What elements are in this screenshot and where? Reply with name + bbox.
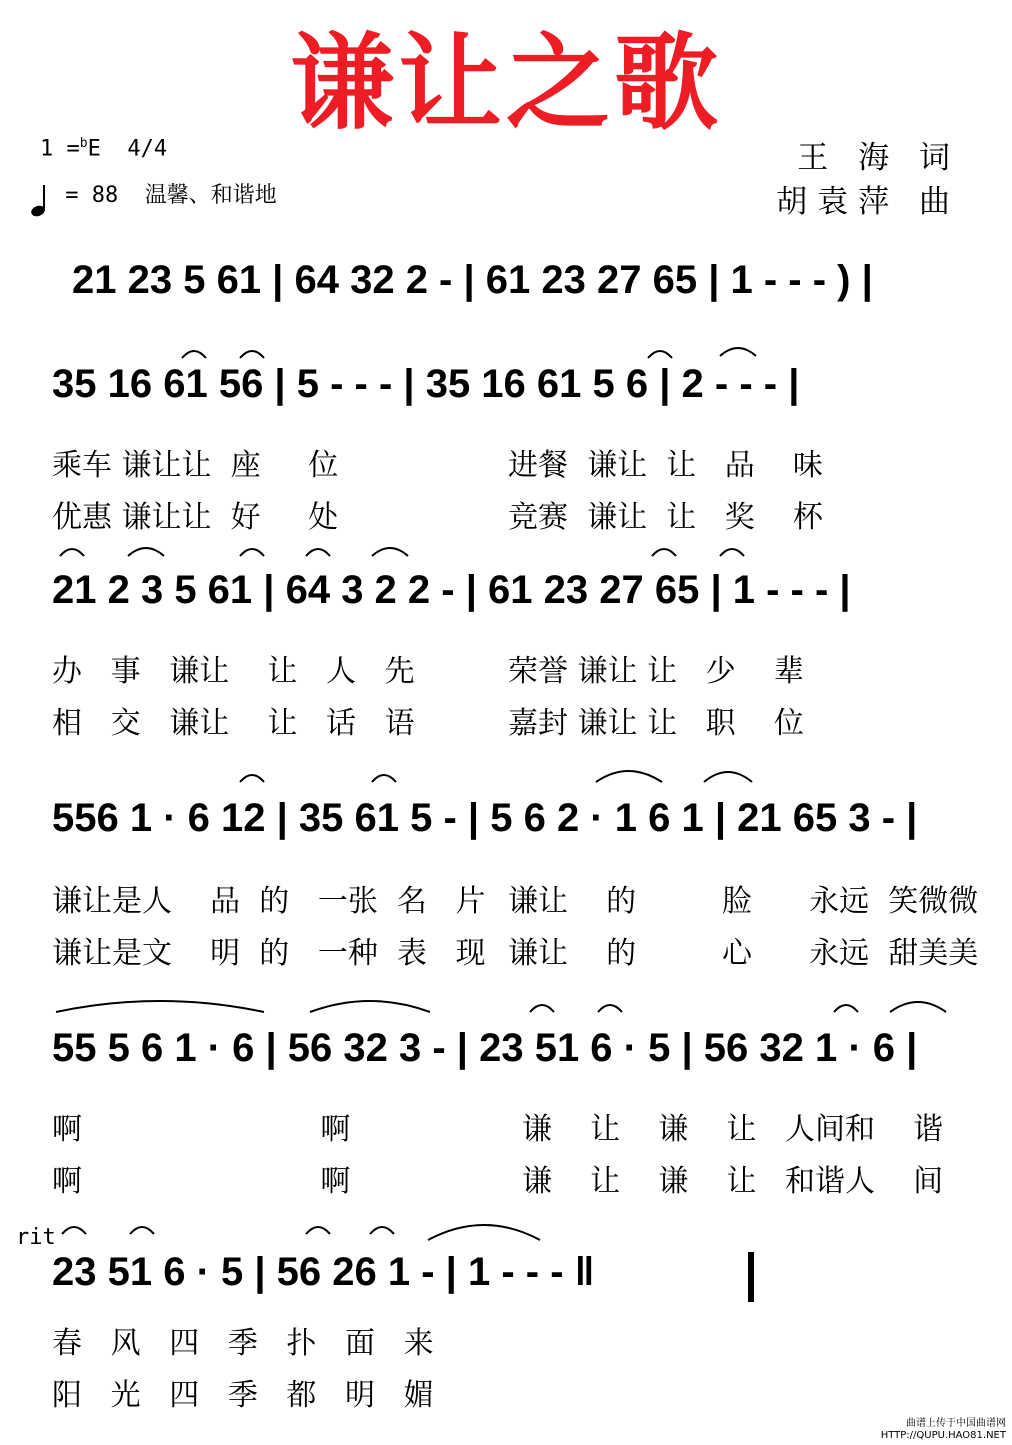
lyric-line-5b-right: 谦 让 谦 让 和谐人 间 (522, 1164, 944, 1199)
lyric-line-5b: 啊 啊 (52, 1164, 351, 1199)
slur-arc (890, 1002, 946, 1012)
time-signature: 4/4 (127, 136, 168, 162)
tempo-bpm: = 88 (65, 183, 119, 208)
notation-line-5: 55 5 6 1 · 6 | 56 32 3 - | 23 51 6 · 5 | 56 32 1 · 6 | (52, 1026, 918, 1070)
composer-credit: 胡袁萍 曲 (776, 184, 960, 220)
lyric-line-3a: 办 事 谦让 让 人 先 (52, 654, 415, 689)
lyric-line-2b-right: 竞赛 谦让 让 奖 杯 (508, 500, 823, 535)
notation-line-2: 35 16 61 56 | 5 - - - | 35 16 61 5 6 | 2 - - - | (52, 362, 800, 406)
slur-arc (598, 1005, 622, 1012)
lyric-line-2a: 乘车 谦让让 座 位 (52, 448, 339, 483)
slur-arc (372, 775, 396, 782)
lyric-line-4a-right: 谦让 的 脸 永远 笑微微 (508, 884, 979, 919)
lyric-line-3a-right: 荣誉 谦让 让 少 辈 (508, 654, 804, 689)
slur-arc (834, 1005, 858, 1012)
slur-arc (182, 351, 206, 358)
slur-arc (240, 775, 264, 782)
slur-arc (720, 348, 756, 356)
final-barline (748, 1252, 754, 1302)
lyric-line-5a: 啊 啊 (52, 1112, 351, 1147)
footer-line-1: 曲谱上传于中国曲谱网 (906, 1418, 1006, 1429)
slur-arc (306, 549, 330, 556)
lyric-line-6a: 春 风 四 季 扑 面 来 (52, 1326, 434, 1361)
slur-arc (130, 1227, 154, 1234)
lyric-line-2a-right: 进餐 谦让 让 品 味 (508, 448, 823, 483)
lyricist-credit: 王 海 词 (797, 140, 960, 176)
lyric-line-4b: 谦让是文 明 的 一种 表 现 (52, 936, 486, 971)
slur-arc (652, 549, 676, 556)
slur-arc (306, 1227, 330, 1234)
slur-arc (310, 1001, 430, 1012)
slur-arc (370, 1227, 394, 1234)
lyric-line-6b: 阳 光 四 季 都 明 媚 (52, 1378, 434, 1413)
slur-arc (128, 548, 164, 556)
key-note: E (87, 136, 101, 162)
lyric-line-3b: 相 交 谦让 让 话 语 (52, 706, 415, 741)
ritardando-marking: rit (16, 1225, 56, 1250)
lyric-line-4b-right: 谦让 的 心 永远 甜美美 (508, 936, 979, 971)
slur-arc (596, 771, 662, 782)
lyric-line-3b-right: 嘉封 谦让 让 职 位 (508, 706, 804, 741)
slur-arc (530, 1005, 554, 1012)
slur-arc (704, 772, 752, 782)
slur-arc (720, 549, 744, 556)
lyric-line-4a: 谦让是人 品 的 一张 名 片 (52, 884, 486, 919)
key-prefix: 1 = (40, 136, 80, 162)
notation-line-4: 556 1 · 6 12 | 35 61 5 - | 5 6 2 · 1 6 1 | 21 65 3 - | (52, 796, 918, 840)
lyric-line-5a-right: 谦 让 谦 让 人间和 谐 (522, 1112, 944, 1147)
notation-line-3: 21 2 3 5 61 | 64 3 2 2 - | 61 23 27 65 | 1 - - - | (52, 568, 851, 612)
song-title: 谦让之歌 (289, 22, 722, 144)
slur-arc (428, 1225, 540, 1240)
lyric-line-2b: 优惠 谦让让 好 处 (52, 500, 339, 535)
slur-arc (60, 549, 84, 556)
footer-line-2: HTTP://QUPU.HAO81.NET (880, 1430, 1006, 1441)
notation-line-6: 23 51 6 · 5 | 56 26 1 - | 1 - - - ‖ (52, 1250, 595, 1294)
tempo-mood: 温馨、和谐地 (144, 183, 277, 208)
slur-arc (62, 1227, 86, 1234)
slur-arc (372, 548, 408, 556)
slur-arc (56, 1001, 264, 1012)
notation-line-1: 21 23 5 61 | 64 32 2 - | 61 23 27 65 | 1 - - - ) | (72, 258, 873, 302)
slur-arc (648, 351, 672, 358)
footer-watermark (881, 1418, 1006, 1442)
slur-arc (240, 549, 264, 556)
slur-arc (240, 351, 264, 358)
flat-sign: b (79, 136, 88, 151)
